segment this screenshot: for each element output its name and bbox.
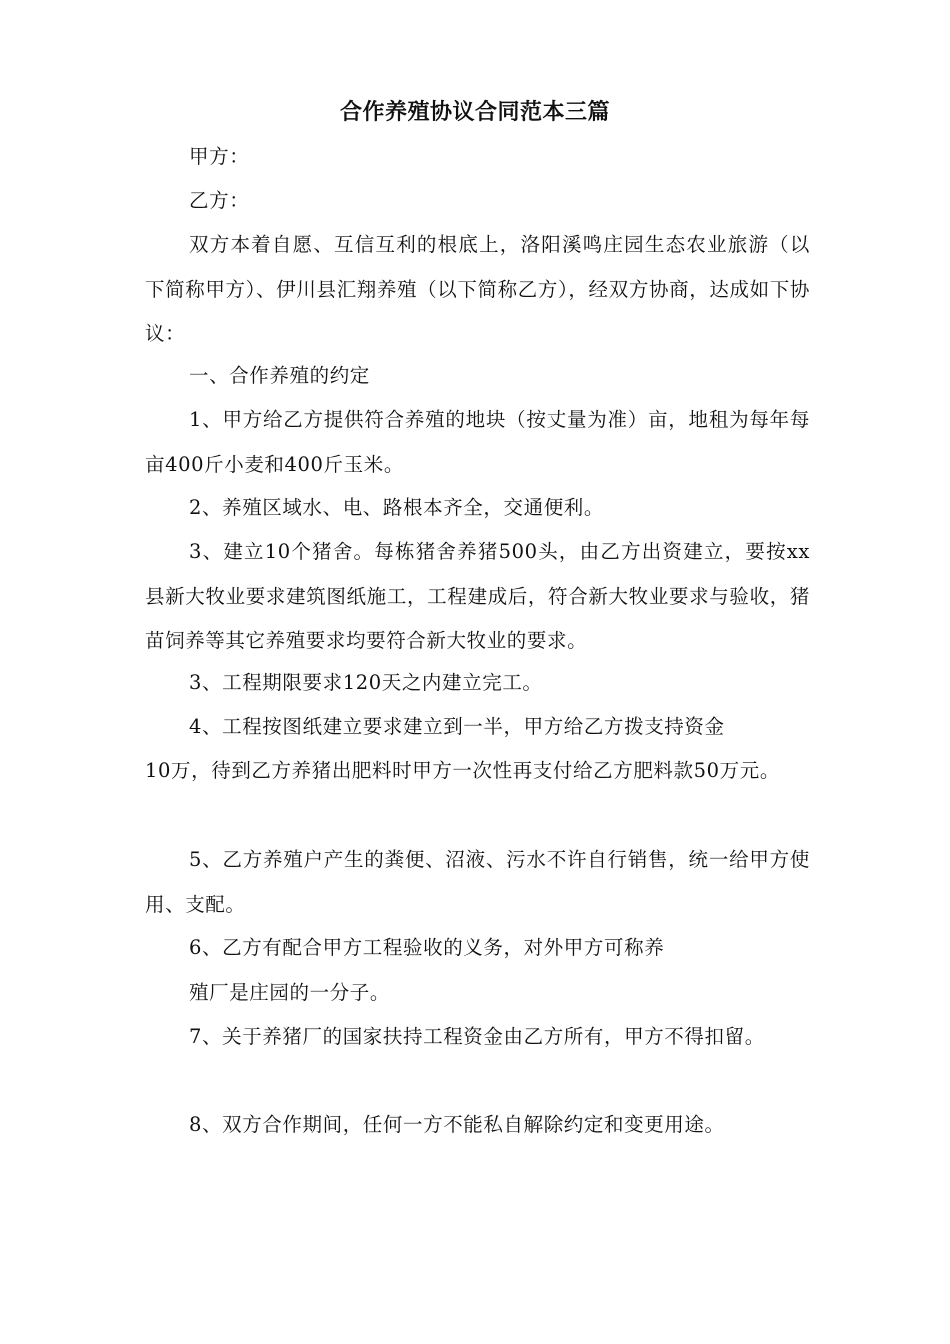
clause-7: 7、关于养猪厂的国家扶持工程资金由乙方所有，甲方不得扣留。 <box>189 1025 765 1048</box>
clause-1: 1、甲方给乙方提供符合养殖的地块（按丈量为准）亩，地租为每年每亩400斤小麦和400斤玉米。 <box>145 408 810 476</box>
clause-6: 6、乙方有配合甲方工程验收的义务，对外甲方可称养 <box>189 936 665 959</box>
clause-3: 3、建立10个猪舍。每栋猪舍养猪500头，由乙方出资建立，要按xx县新大牧业要求建筑图纸施工，工程建成后，符合新大牧业要求与验收，猪苗饲养等其它养殖要求均要符合新大牧业的要求。 <box>145 540 810 652</box>
section-heading-1: 一、合作养殖的约定 <box>189 364 370 387</box>
clause-6-continued: 殖厂是庄园的一分子。 <box>189 981 391 1004</box>
clause-8: 8、双方合作期间，任何一方不能私自解除约定和变更用途。 <box>189 1113 725 1136</box>
preamble-paragraph: 双方本着自愿、互信互利的根底上，洛阳溪鸣庄园生态农业旅游（以下简称甲方）、伊川县汇翔养殖（以下简称乙方），经双方协商，达成如下协议： <box>145 233 810 345</box>
clause-4: 4、工程按图纸建立要求建立到一半，甲方给乙方拨支持资金 <box>189 715 725 738</box>
clause-5: 5、乙方养殖户产生的粪便、沼液、污水不许自行销售，统一给甲方使用、支配。 <box>145 848 810 916</box>
party-a-line: 甲方： <box>189 145 250 168</box>
document-title: 合作养殖协议合同范本三篇 <box>339 99 610 125</box>
clause-2: 2、养殖区域水、电、路根本齐全，交通便利。 <box>189 496 605 519</box>
clause-4-continued: 10万，待到乙方养猪出肥料时甲方一次性再支付给乙方肥料款50万元。 <box>145 759 780 782</box>
clause-3b: 3、工程期限要求120天之内建立完工。 <box>189 671 543 694</box>
party-b-line: 乙方： <box>189 189 250 212</box>
